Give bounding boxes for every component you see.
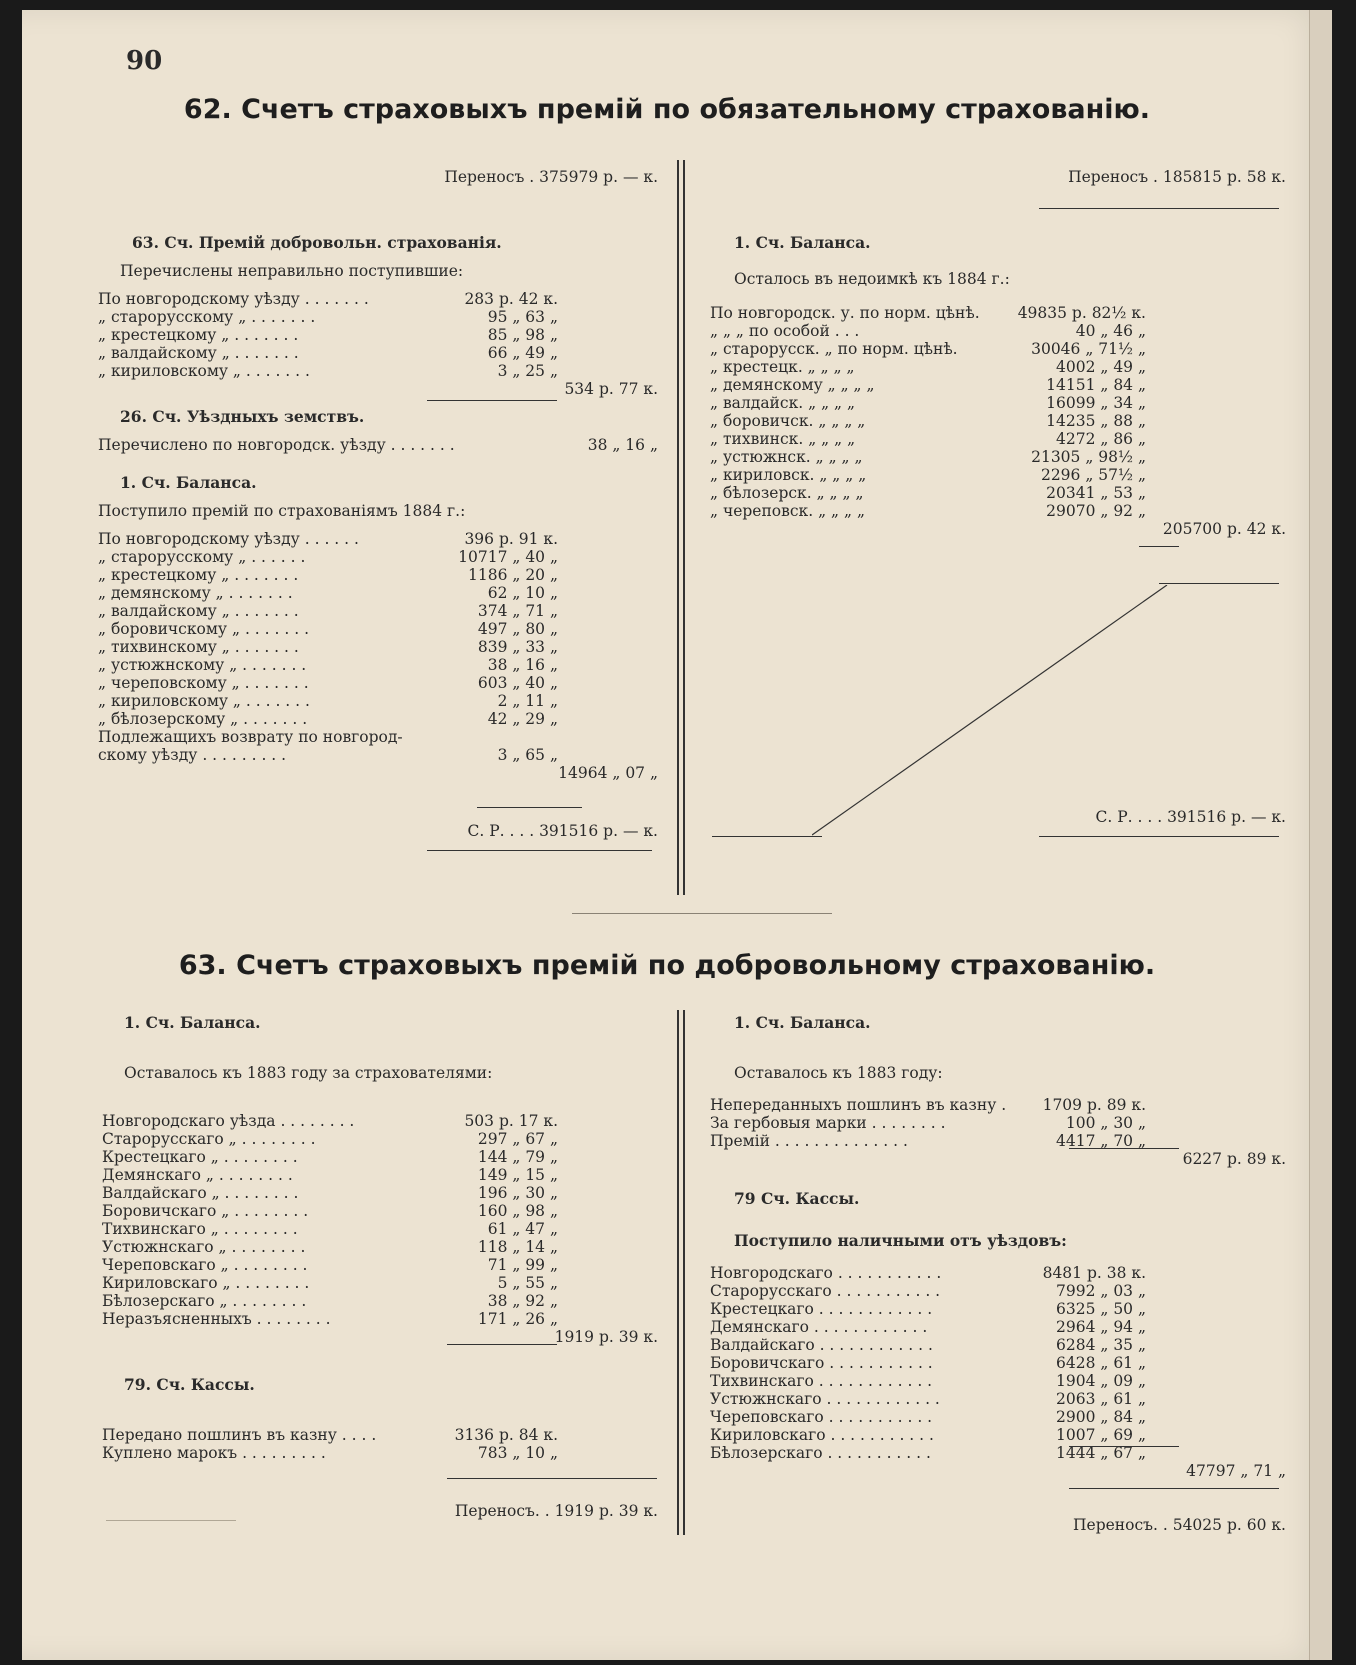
entry-value: 40 „ 46 „ (1075, 322, 1146, 340)
entry-value: 1709 р. 89 к. (1042, 1096, 1146, 1114)
entry-value: 85 „ 98 „ (487, 326, 558, 344)
section-subheading: Поступило наличными отъ уѣздовъ: (734, 1231, 1067, 1250)
rule (1039, 208, 1279, 209)
sum-total: С. Р. . . . 391516 р. — к. (467, 822, 658, 840)
entry-row (102, 1310, 658, 1328)
entry-row (710, 466, 1286, 484)
entry-row (710, 1336, 1286, 1354)
entry-value: 503 р. 17 к. (464, 1112, 558, 1130)
entry-label: Валдайскаго „ . . . . . . . . (102, 1184, 299, 1202)
carry-over: Переносъ. . 54025 р. 60 к. (1073, 1516, 1286, 1534)
carry-over: Переносъ . 185815 р. 58 к. (1068, 168, 1286, 186)
entry-label: Череповскаго . . . . . . . . . . . (710, 1408, 933, 1426)
entry-label: „ старорусскому „ . . . . . . (98, 548, 306, 566)
entry-label: Валдайскаго . . . . . . . . . . . . (710, 1336, 933, 1354)
entry-value: 38 „ 16 „ (487, 656, 558, 674)
entry-label: „ демянскому „ . . . . . . . (98, 584, 293, 602)
rule (427, 400, 557, 401)
entry-label: Бѣлозерскаго „ . . . . . . . . (102, 1292, 307, 1310)
entry-label: „ демянскому „ „ „ „ (710, 376, 875, 394)
entry-row (710, 1444, 1286, 1462)
entry-row (710, 1390, 1286, 1408)
entry-value: 38 „ 16 „ (587, 436, 658, 454)
entry-value: 3 „ 25 „ (497, 362, 558, 380)
entry-label: Неразъясненныхъ . . . . . . . . (102, 1310, 331, 1328)
entry-label: Крестецкаго . . . . . . . . . . . . (710, 1300, 933, 1318)
entry-row (98, 326, 658, 344)
section-heading: 79. Сч. Кассы. (124, 1375, 255, 1394)
entry-value: 62 „ 10 „ (487, 584, 558, 602)
section-63-title: 63. Счетъ страховыхъ премій по добровольному страхованію. (178, 950, 1156, 981)
entry-value: 6428 „ 61 „ (1055, 1354, 1146, 1372)
entry-label: „ „ „ по особой . . . (710, 322, 860, 340)
rule (712, 836, 822, 837)
entry-value: 1444 „ 67 „ (1055, 1444, 1146, 1462)
entry-row (98, 602, 658, 620)
entry-row (102, 1274, 658, 1292)
entry-label: Куплено марокъ . . . . . . . . . (102, 1444, 326, 1462)
entry-row (98, 530, 658, 548)
rule (1139, 546, 1179, 547)
entry-row (710, 1132, 1286, 1150)
entry-row (710, 1300, 1286, 1318)
entry-value: 95 „ 63 „ (487, 308, 558, 326)
entry-value: 783 „ 10 „ (477, 1444, 558, 1462)
entry-row (98, 290, 658, 308)
entry-label: Боровичскаго . . . . . . . . . . . (710, 1354, 933, 1372)
entry-row (710, 376, 1286, 394)
entry-value: 603 „ 40 „ (477, 674, 558, 692)
column-divider (677, 160, 679, 895)
entry-row (102, 1112, 658, 1130)
entry-value: 61 „ 47 „ (487, 1220, 558, 1238)
entry-row (98, 566, 658, 584)
section-heading: 1. Сч. Баланса. (120, 473, 257, 492)
entry-label: „ устюжнскому „ . . . . . . . (98, 656, 307, 674)
entry-value: 3 „ 65 „ (497, 746, 558, 764)
entry-label: „ валдайскому „ . . . . . . . (98, 344, 299, 362)
bottom-right-column (710, 1014, 1286, 1534)
entry-label: Крестецкаго „ . . . . . . . . (102, 1148, 298, 1166)
entry-row (98, 746, 658, 764)
entry-value: 196 „ 30 „ (477, 1184, 558, 1202)
entry-row (102, 1202, 658, 1220)
entry-list (102, 1426, 658, 1462)
entry-list (102, 1112, 658, 1328)
section-subheading: Осталось въ недоимкѣ къ 1884 г.: (734, 270, 1010, 288)
entry-label: „ тихвинск. „ „ „ „ (710, 430, 856, 448)
entry-label: По новгородскому уѣзду . . . . . . (98, 530, 359, 548)
section-total: 534 р. 77 к. (564, 380, 658, 398)
entry-label: „ череповскому „ . . . . . . . (98, 674, 309, 692)
section-heading: 1. Сч. Баланса. (124, 1013, 261, 1032)
entry-label: „ крестецкому „ . . . . . . . (98, 566, 299, 584)
entry-value: 839 „ 33 „ (477, 638, 558, 656)
entry-value: 38 „ 92 „ (487, 1292, 558, 1310)
entry-label: „ тихвинскому „ . . . . . . . (98, 638, 299, 656)
entry-row (98, 674, 658, 692)
entry-row (710, 484, 1286, 502)
entry-row (98, 548, 658, 566)
entry-row (710, 430, 1286, 448)
section-total: 1919 р. 39 к. (554, 1328, 658, 1346)
entry-label: Кириловскаго . . . . . . . . . . . (710, 1426, 934, 1444)
entry-row (98, 656, 658, 674)
carry-over: Переносъ. . 1919 р. 39 к. (454, 1502, 658, 1520)
entry-value: 1904 „ 09 „ (1055, 1372, 1146, 1390)
entry-row (710, 394, 1286, 412)
entry-label: „ кириловскому „ . . . . . . . (98, 362, 310, 380)
entry-label: Тихвинскаго . . . . . . . . . . . . (710, 1372, 933, 1390)
entry-row (710, 1426, 1286, 1444)
entry-label: Устюжнскаго . . . . . . . . . . . . (710, 1390, 940, 1408)
entry-row (98, 638, 658, 656)
rule (1069, 1446, 1179, 1447)
section-subheading: Поступило премій по страхованіямъ 1884 г.: (98, 502, 466, 520)
entry-value: 7992 „ 03 „ (1055, 1282, 1146, 1300)
entry-label: Передано пошлинъ въ казну . . . . (102, 1426, 377, 1444)
section-subheading: Перечислены неправильно поступившие: (120, 262, 464, 280)
entry-label: Старорусскаго „ . . . . . . . . (102, 1130, 316, 1148)
entry-row (710, 502, 1286, 520)
section-heading: 1. Сч. Баланса. (734, 1013, 871, 1032)
rule (477, 807, 582, 808)
entry-label: „ старорусскому „ . . . . . . . (98, 308, 316, 326)
entry-list (710, 304, 1286, 520)
entry-row (710, 1282, 1286, 1300)
rule (447, 1344, 557, 1345)
entry-row (710, 1114, 1286, 1132)
entry-label: Непереданныхъ пошлинъ въ казну . (710, 1096, 1007, 1114)
entry-label: „ валдайск. „ „ „ „ (710, 394, 856, 412)
entry-row (102, 1426, 658, 1444)
entry-label: Старорусскаго . . . . . . . . . . . (710, 1282, 941, 1300)
entry-label: Демянскаго . . . . . . . . . . . . (710, 1318, 928, 1336)
section-heading: 26. Сч. Уѣздныхъ земствъ. (120, 407, 365, 426)
entry-row (710, 322, 1286, 340)
entry-row (102, 1184, 658, 1202)
cancel-stroke (812, 585, 1172, 840)
entry-row (98, 362, 658, 380)
entry-value: 2063 „ 61 „ (1055, 1390, 1146, 1408)
ledger-page (22, 10, 1332, 1660)
section-heading: 63. Сч. Премій добровольн. страхованія. (132, 233, 502, 252)
entry-value: 6284 „ 35 „ (1055, 1336, 1146, 1354)
section-62-title: 62. Счетъ страховыхъ премій по обязательному страхованію. (183, 94, 1151, 125)
column-divider (683, 160, 685, 895)
entry-row (98, 728, 658, 746)
column-divider (683, 1010, 685, 1535)
entry-value: 21305 „ 98½ „ (1031, 448, 1146, 466)
entry-label: „ старорусск. „ по норм. цѣнѣ. (710, 340, 958, 358)
entry-value: 396 р. 91 к. (464, 530, 558, 548)
entry-label: Кириловскаго „ . . . . . . . . (102, 1274, 310, 1292)
entry-row (102, 1166, 658, 1184)
entry-label: „ валдайскому „ . . . . . . . (98, 602, 299, 620)
entry-label: „ крестецкому „ . . . . . . . (98, 326, 299, 344)
section-total: 6227 р. 89 к. (1182, 1150, 1286, 1168)
entry-row (102, 1444, 658, 1462)
entry-list (98, 290, 658, 380)
section-subheading: Оставалось къ 1883 году: (734, 1064, 943, 1082)
section-heading: 79 Сч. Кассы. (734, 1189, 860, 1208)
entry-value: 283 р. 42 к. (464, 290, 558, 308)
entry-row (710, 1408, 1286, 1426)
entry-value: 3136 р. 84 к. (454, 1426, 558, 1444)
entry-value: 10717 „ 40 „ (458, 548, 558, 566)
entry-value: 2964 „ 94 „ (1055, 1318, 1146, 1336)
entry-label: Демянскаго „ . . . . . . . . (102, 1166, 293, 1184)
entry-value: 66 „ 49 „ (487, 344, 558, 362)
entry-value: 118 „ 14 „ (477, 1238, 558, 1256)
entry-value: 16099 „ 34 „ (1046, 394, 1146, 412)
entry-value: 171 „ 26 „ (477, 1310, 558, 1328)
entry-label: „ крестецк. „ „ „ „ (710, 358, 855, 376)
entry-value: 2900 „ 84 „ (1055, 1408, 1146, 1426)
entry-value: 100 „ 30 „ (1065, 1114, 1146, 1132)
entry-row (710, 1354, 1286, 1372)
entry-label: „ боровичск. „ „ „ „ (710, 412, 866, 430)
entry-value: 149 „ 15 „ (477, 1166, 558, 1184)
entry-label: „ череповск. „ „ „ „ (710, 502, 865, 520)
carry-over: Переносъ . 375979 р. — к. (444, 168, 658, 186)
section-total: 205700 р. 42 к. (1162, 520, 1286, 538)
bottom-left-column (102, 1014, 658, 1520)
entry-value: 29070 „ 92 „ (1046, 502, 1146, 520)
entry-row (710, 448, 1286, 466)
entry-label: „ бѣлозерскому „ . . . . . . . (98, 710, 308, 728)
entry-value: 374 „ 71 „ (477, 602, 558, 620)
entry-list (710, 1264, 1286, 1462)
entry-value: 2 „ 11 „ (497, 692, 558, 710)
entry-row (102, 1238, 658, 1256)
sum-total: С. Р. . . . 391516 р. — к. (1095, 808, 1286, 826)
entry-row (710, 412, 1286, 430)
entry-value: 14151 „ 84 „ (1046, 376, 1146, 394)
entry-row (98, 584, 658, 602)
entry-label: По новгородск. у. по норм. цѣнѣ. (710, 304, 980, 322)
entry-row (710, 1318, 1286, 1336)
entry-value: 160 „ 98 „ (477, 1202, 558, 1220)
entry-row (102, 1130, 658, 1148)
entry-row (102, 1292, 658, 1310)
section-separator (572, 913, 832, 914)
entry-row (710, 358, 1286, 376)
entry-value: 14235 „ 88 „ (1046, 412, 1146, 430)
entry-label: Устюжнскаго „ . . . . . . . . (102, 1238, 306, 1256)
entry-label: Подлежащихъ возврату по новгород- (98, 728, 403, 746)
entry-value: 71 „ 99 „ (487, 1256, 558, 1274)
entry-label: Премій . . . . . . . . . . . . . . (710, 1132, 908, 1150)
entry-label: Тихвинскаго „ . . . . . . . . (102, 1220, 298, 1238)
entry-value: 8481 р. 38 к. (1042, 1264, 1146, 1282)
entry-label: „ кириловскому „ . . . . . . . (98, 692, 310, 710)
entry-value: 4002 „ 49 „ (1055, 358, 1146, 376)
entry-value: 497 „ 80 „ (477, 620, 558, 638)
entry-value: 30046 „ 71½ „ (1031, 340, 1146, 358)
rule (1069, 1488, 1279, 1489)
entry-row (98, 620, 658, 638)
entry-row (102, 1220, 658, 1238)
entry-value: 6325 „ 50 „ (1055, 1300, 1146, 1318)
entry-list (98, 530, 658, 764)
entry-label: Бѣлозерскаго . . . . . . . . . . . (710, 1444, 931, 1462)
entry-value: 42 „ 29 „ (487, 710, 558, 728)
entry-label: Череповскаго „ . . . . . . . . (102, 1256, 308, 1274)
entry-label: Боровичскаго „ . . . . . . . . (102, 1202, 309, 1220)
entry-value: 1007 „ 69 „ (1055, 1426, 1146, 1444)
rule (427, 850, 652, 851)
entry-row (98, 710, 658, 728)
entry-label: Перечислено по новгородск. уѣзду . . . . . . . (98, 436, 455, 454)
entry-value: 297 „ 67 „ (477, 1130, 558, 1148)
entry-row (710, 1372, 1286, 1390)
entry-row (710, 1096, 1286, 1114)
entry-value: 1186 „ 20 „ (467, 566, 558, 584)
entry-label: Новгородскаго . . . . . . . . . . . (710, 1264, 942, 1282)
entry-value: 5 „ 55 „ (497, 1274, 558, 1292)
entry-row (710, 340, 1286, 358)
entry-value: 49835 р. 82½ к. (1017, 304, 1146, 322)
entry-value: 4417 „ 70 „ (1055, 1132, 1146, 1150)
page-number: 90 (126, 46, 163, 76)
entry-value: 20341 „ 53 „ (1046, 484, 1146, 502)
entry-label: скому уѣзду . . . . . . . . . (98, 746, 287, 764)
entry-row (710, 1264, 1286, 1282)
entry-value: 2296 „ 57½ „ (1040, 466, 1146, 484)
entry-value: 4272 „ 86 „ (1055, 430, 1146, 448)
entry-row (710, 304, 1286, 322)
entry-row (102, 1256, 658, 1274)
entry-row (98, 308, 658, 326)
entry-label: „ устюжнск. „ „ „ „ (710, 448, 863, 466)
entry-label: За гербовыя марки . . . . . . . . (710, 1114, 946, 1132)
rule (447, 1478, 657, 1479)
rule (1069, 1148, 1179, 1149)
rule (106, 1520, 236, 1521)
entry-label: „ кириловск. „ „ „ „ (710, 466, 867, 484)
entry-value: 144 „ 79 „ (477, 1148, 558, 1166)
entry-row (98, 692, 658, 710)
page-edge (1309, 10, 1332, 1660)
column-divider (677, 1010, 679, 1535)
entry-label: „ боровичскому „ . . . . . . . (98, 620, 309, 638)
entry-label: По новгородскому уѣзду . . . . . . . (98, 290, 369, 308)
entry-row (102, 1148, 658, 1166)
entry-label: Новгородскаго уѣзда . . . . . . . . (102, 1112, 355, 1130)
entry-row (98, 344, 658, 362)
entry-list (710, 1096, 1286, 1150)
entry-label: „ бѣлозерск. „ „ „ „ (710, 484, 864, 502)
rule (1159, 583, 1279, 584)
section-heading: 1. Сч. Баланса. (734, 233, 871, 252)
top-left-column (98, 168, 658, 840)
section-subheading: Оставалось къ 1883 году за страхователями: (124, 1064, 493, 1082)
section-total: 14964 „ 07 „ (558, 764, 658, 782)
section-total: 47797 „ 71 „ (1186, 1462, 1286, 1480)
